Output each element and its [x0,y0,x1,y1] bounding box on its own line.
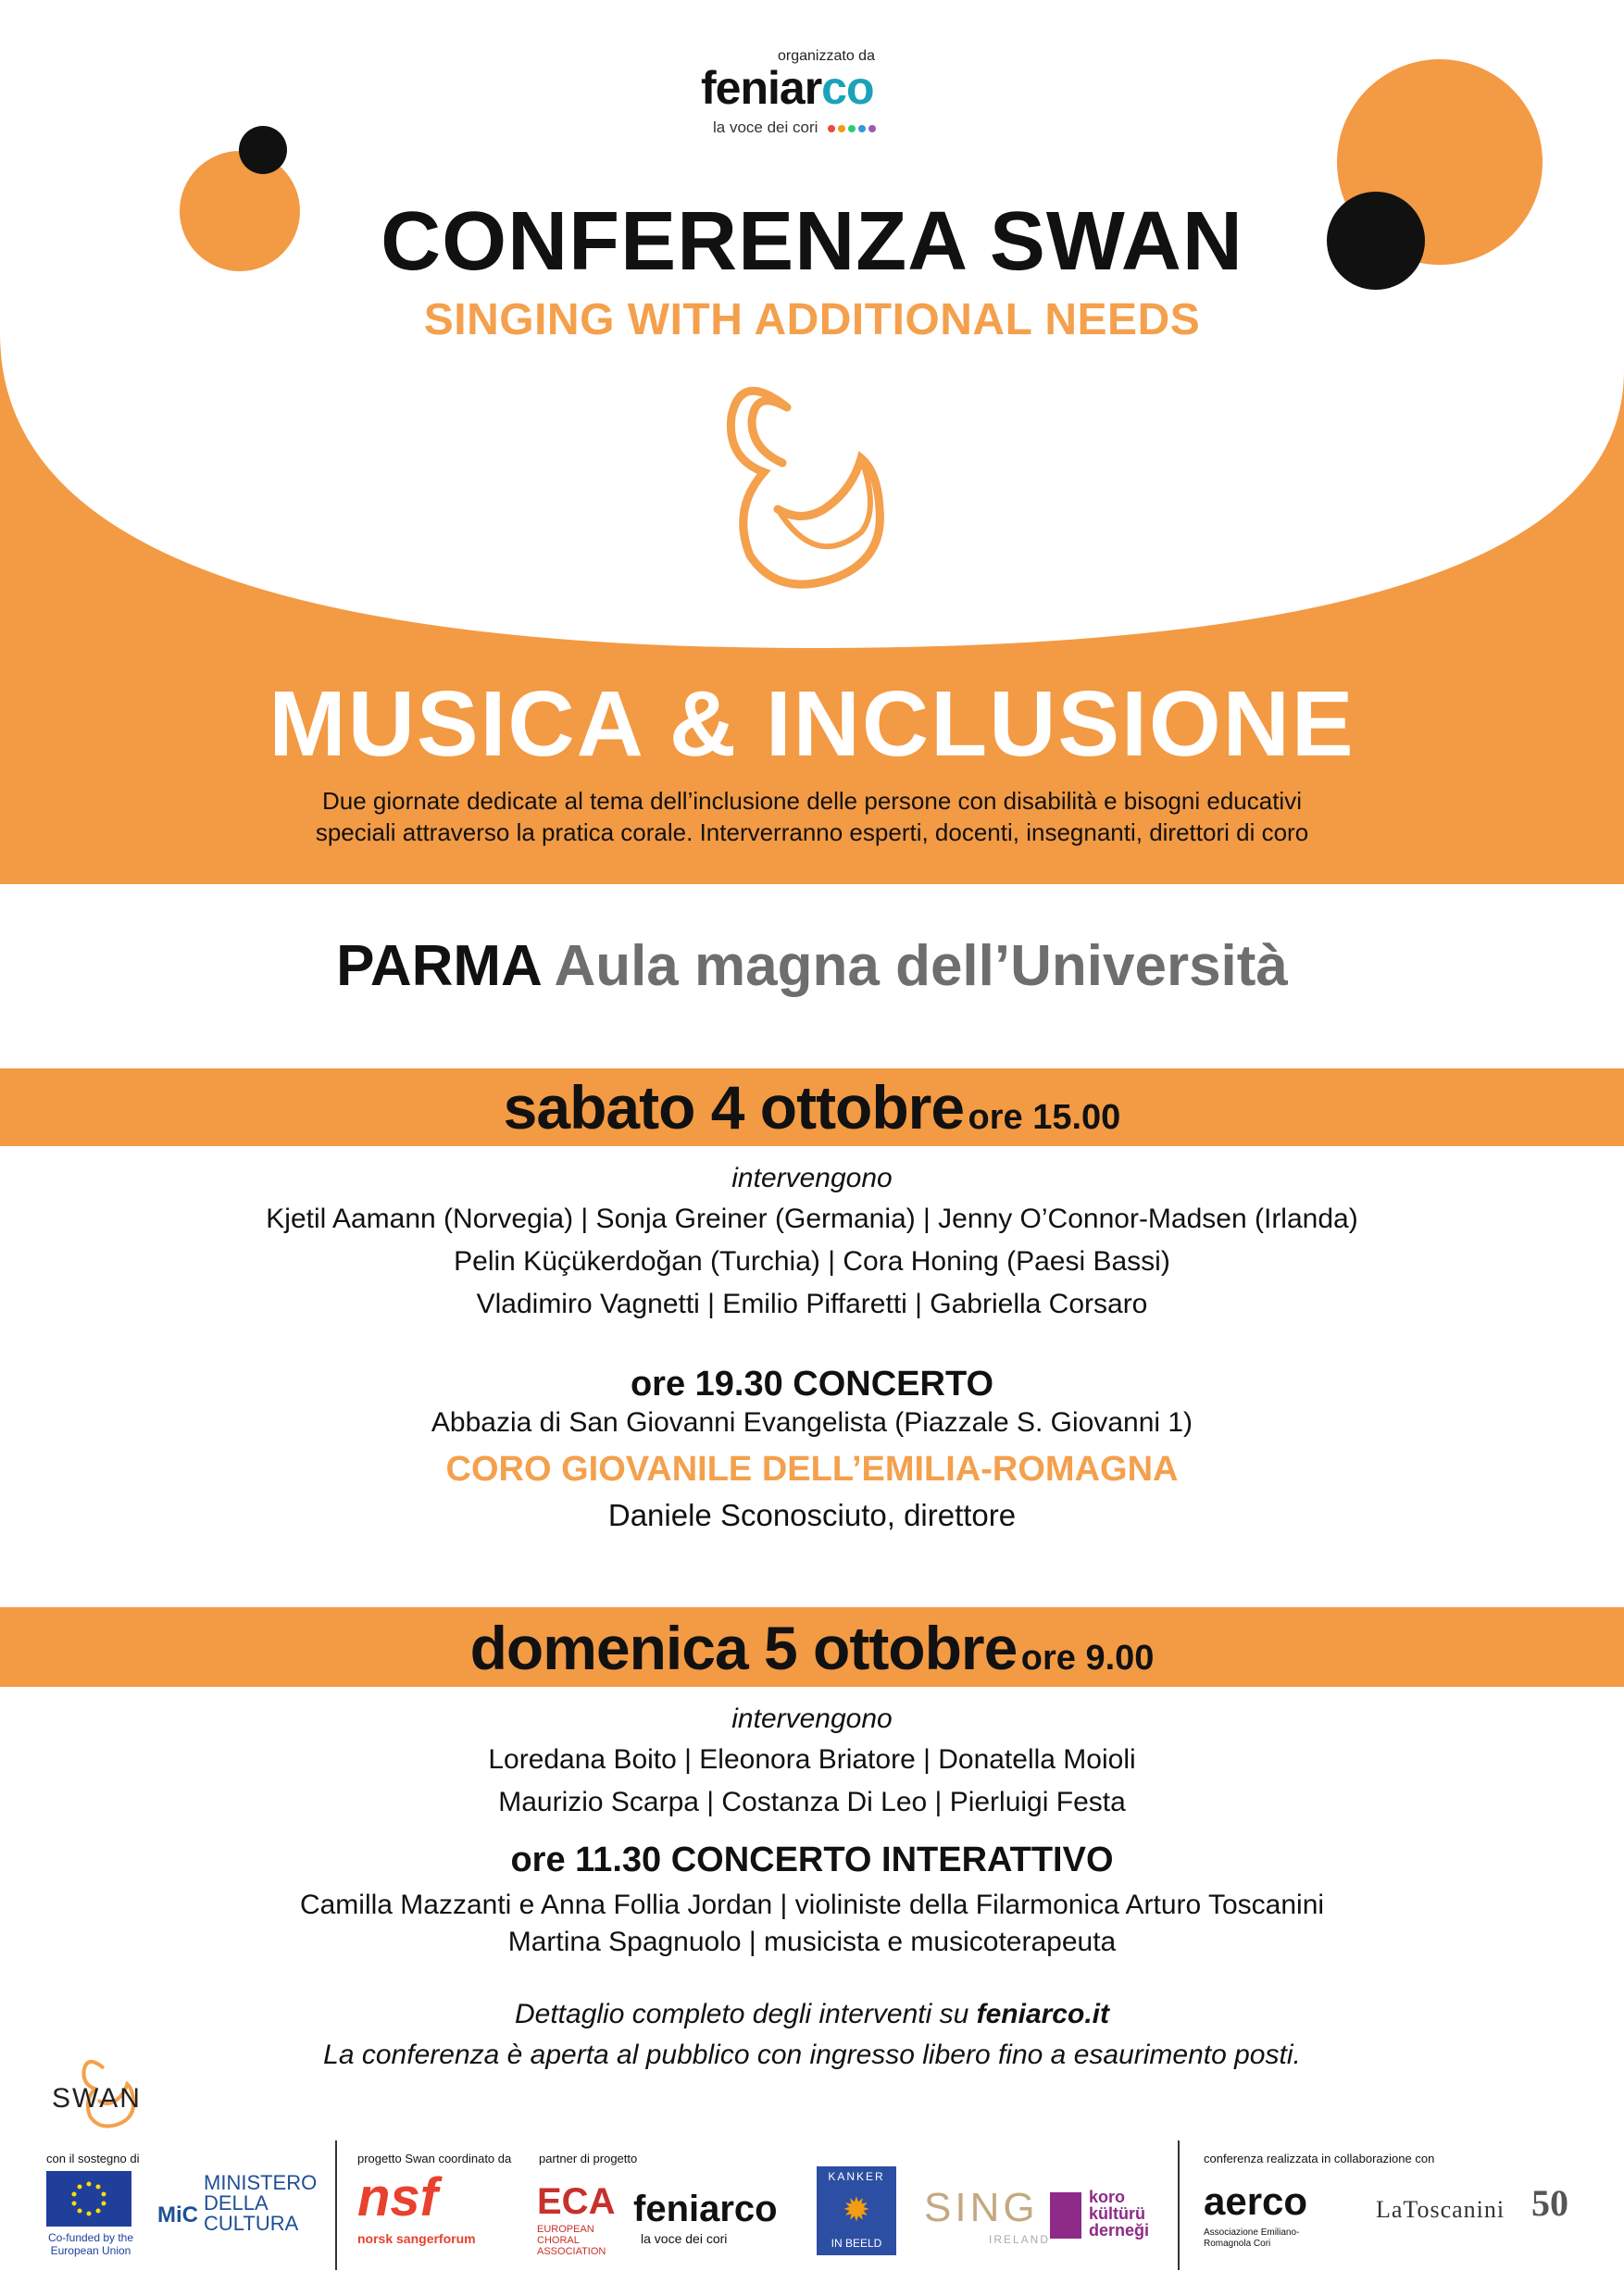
details-link[interactable]: feniarco.it [976,1999,1109,2029]
koro-mark-icon [1050,2192,1081,2239]
organized-by-label: organizzato da [778,48,875,64]
coordinated-label: progetto Swan coordinato da [357,2152,512,2165]
page-subtitle: SINGING WITH ADDITIONAL NEEDS [423,295,1201,344]
koro-line3: derneği [1089,2221,1150,2240]
kanker-line2: IN BEELD [831,2237,882,2250]
aerco-logo: aerco [1204,2179,1308,2223]
day1-speakers [0,1198,1624,1326]
details-prefix: Dettaglio completo degli interventi su [515,1999,977,2029]
ministry-line1: MINISTERO [204,2171,318,2194]
headline: MUSICA & INCLUSIONE [269,672,1355,776]
day1-concert-place: Abbazia di San Giovanni Evangelista (Piazzale S. Giovanni 1) [431,1407,1193,1438]
day1-director: Daniele Sconosciuto, direttore [607,1498,1017,1532]
ministry-line2: DELLA [204,2191,269,2215]
sun-icon: ✹ [842,2190,871,2228]
toscanini-logo: LaToscanini [1376,2196,1505,2223]
ministry-line3: CULTURA [204,2212,299,2235]
swan-icon [713,370,907,593]
speaker-line: Kjetil Aamann (Norvegia) | Sonja Greiner (Germania) | Jenny O’Connor-Madsen (Irlanda) [266,1204,1358,1234]
day1-concert-title: ore 19.30 CONCERTO [630,1365,994,1404]
page-title: CONFERENZA SWAN [381,195,1243,288]
feniarco-partner-logo: feniarco [633,2189,778,2229]
venue [0,933,1624,999]
details-line-2: La conferenza è aperta al pubblico con ingresso libero fino a esaurimento posti. [323,2040,1301,2070]
day2-speakers [0,1739,1624,1824]
kanker-line1: KANKER [828,2170,885,2183]
feniarco-logo [701,61,874,115]
swan-logo-text: SWAN [52,2083,142,2114]
koro-line2: kültürü [1089,2204,1145,2223]
day1-time: ore 15.00 [968,1098,1121,1137]
divider [335,2140,337,2270]
eu-caption: Co-funded by the European Union [47,2231,134,2257]
divider [1178,2140,1180,2270]
speaker-line: Loredana Boito | Eleonora Briatore | Donatella Moioli [488,1744,1136,1775]
speaker-line: Maurizio Scarpa | Costanza Di Leo | Pierluigi Festa [498,1787,1126,1817]
nsf-logo: nsf [357,2167,438,2227]
nsf-sub: norsk sangerforum [357,2231,476,2246]
day2-heading [0,1613,1624,1683]
intro-text [0,785,1624,848]
day2-time: ore 9.00 [1020,1639,1155,1678]
speaker-line: Vladimiro Vagnetti | Emilio Piffaretti | Gabriella Corsaro [476,1289,1148,1319]
feniarco-tagline-text: la voce dei cori [713,119,818,136]
toscanini-number: 50 [1531,2182,1568,2224]
feniarco-partner-sub: la voce dei cori [641,2231,728,2246]
day1-speakers-label: intervengono [731,1163,893,1193]
day2-concert-lines [0,1887,1624,1961]
day2-date: domenica 5 ottobre [469,1614,1018,1682]
venue-city: PARMA [336,934,541,998]
koro-line1: koro [1089,2188,1126,2206]
details-line-1 [0,1994,1624,2035]
collab-label: conferenza realizzata in collaborazione con [1204,2152,1435,2165]
concert-line: Camilla Mazzanti e Anna Follia Jordan | violiniste della Filarmonica Arturo Toscanini [299,1890,1325,1920]
black-dot-left [239,126,287,174]
speaker-line: Pelin Küçükerdoğan (Turchia) | Cora Honing (Paesi Bassi) [454,1246,1170,1277]
day2-concert-title: ore 11.30 CONCERTO INTERATTIVO [510,1841,1114,1879]
feniarco-logo-accent: co [821,62,874,114]
feniarco-logo-main: feniar [701,62,822,114]
sing-logo: SING [924,2185,1039,2230]
aerco-sub: Associazione Emiliano-Romagnola Cori [1204,2227,1300,2249]
day1-date: sabato 4 ottobre [503,1073,965,1142]
concert-line: Martina Spagnuolo | musicista e musicoterapeuta [507,1927,1117,1957]
day2-speakers-label: intervengono [731,1703,893,1734]
feniarco-tagline [713,119,879,137]
eu-flag-icon [46,2171,131,2227]
sing-sub: IRELAND [989,2233,1051,2246]
eca-sub: EUROPEAN CHORAL ASSOCIATION [537,2224,606,2257]
day1-choir: CORO GIOVANILE DELL’EMILIA-ROMAGNA [445,1450,1179,1489]
intro-line: Due giornate dedicate al tema dell’inclusione delle persone con disabilità e bisogni educativi [321,787,1302,815]
ministry-abbr: MiC [157,2202,198,2227]
day1-heading [0,1072,1624,1142]
partners-label: partner di progetto [539,2152,638,2165]
support-label: con il sostegno di [46,2152,140,2165]
intro-line: speciali attraverso la pratica corale. Interverranno esperti, docenti, insegnanti, direttori di coro [315,818,1309,846]
ministry-logo [157,2171,324,2236]
details-note [0,1994,1624,2076]
koro-logo [1050,2189,1161,2244]
colored-dots-icon [828,119,879,136]
venue-place: Aula magna dell’Università [554,934,1288,998]
kanker-logo [817,2166,896,2255]
eca-logo: ECA [537,2181,616,2222]
